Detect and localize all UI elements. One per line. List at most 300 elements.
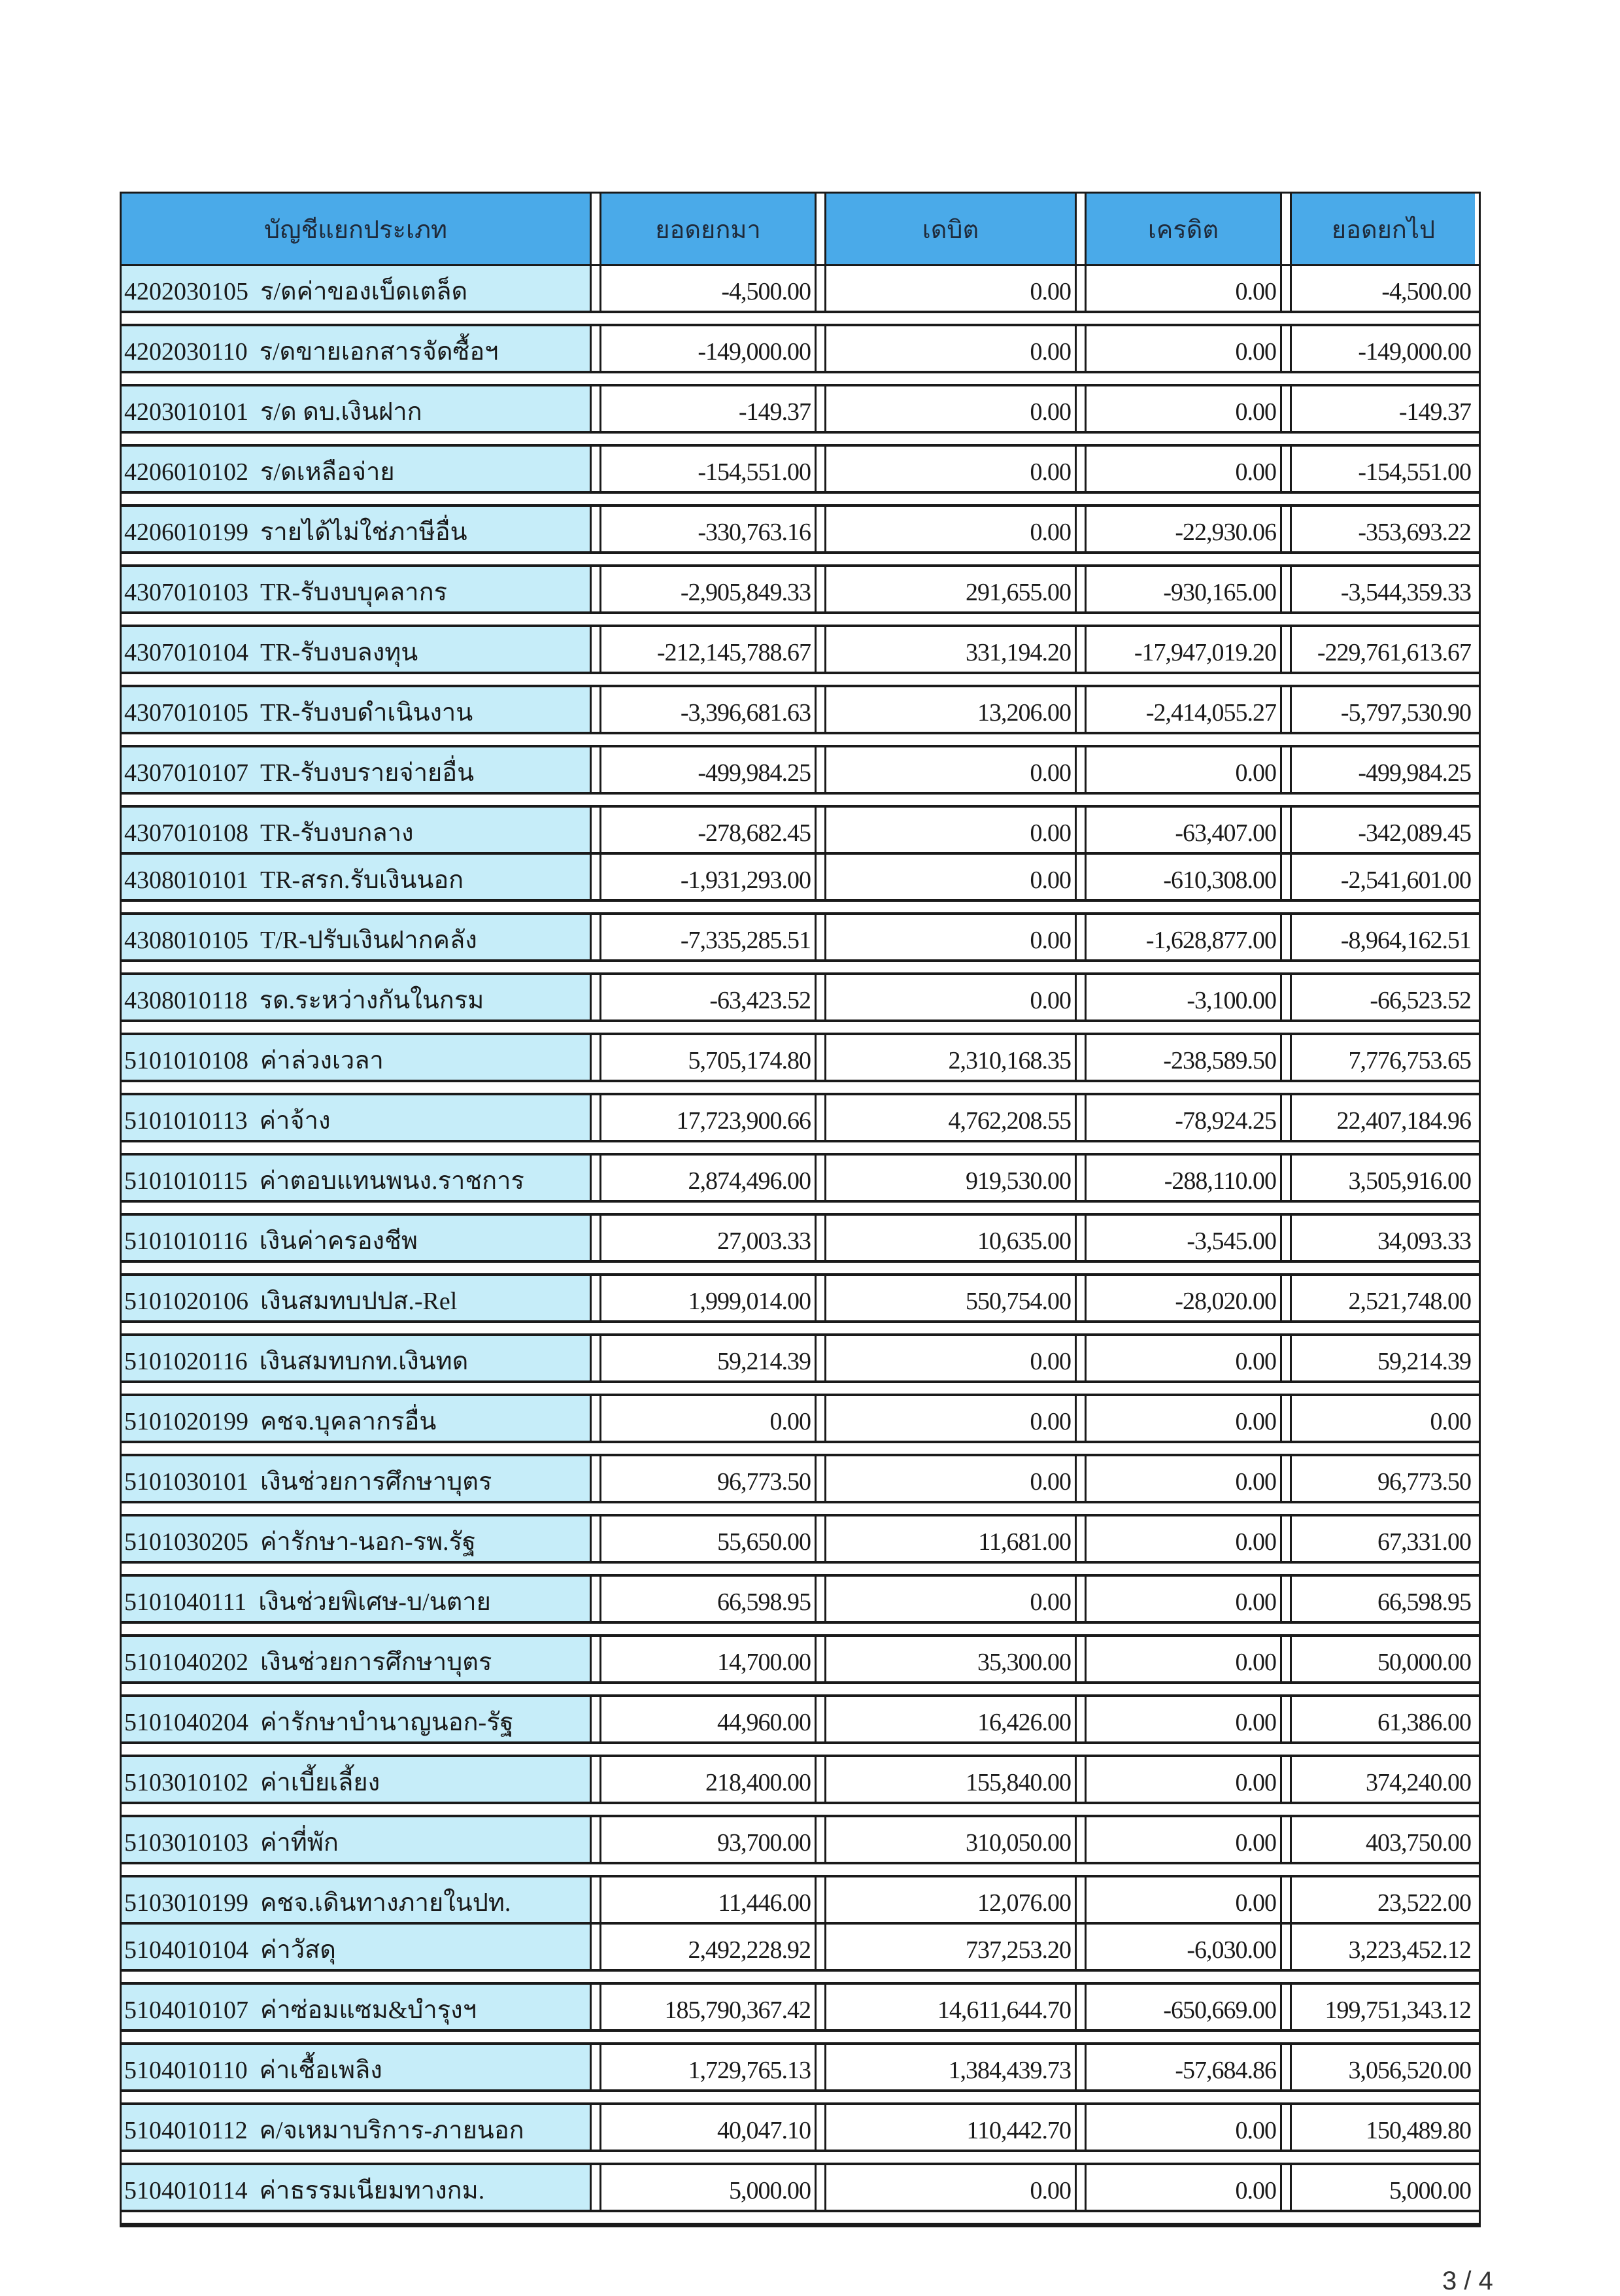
- opening-balance-cell: -3,396,681.63: [601, 687, 815, 732]
- account-code: 5101030101: [124, 1468, 248, 1496]
- account-code: 4307010107: [124, 759, 248, 787]
- column-divider: [815, 1336, 826, 1380]
- account-code: 5101020106: [124, 1288, 248, 1316]
- column-divider: [590, 1276, 601, 1320]
- account-name: ค/จเหมาบริการ-ภายนอก: [259, 2117, 524, 2145]
- table-row-wrapper: [122, 1095, 1479, 1156]
- column-divider: [815, 2045, 826, 2089]
- opening-balance-cell: 55,650.00: [601, 1516, 815, 1561]
- account-code: 4202030110: [124, 338, 248, 366]
- account-cell: [122, 1925, 590, 1969]
- debit-cell: 0.00: [826, 915, 1075, 959]
- credit-cell: 0.00: [1087, 747, 1280, 792]
- column-divider: [1280, 507, 1292, 551]
- column-divider: [590, 2045, 601, 2089]
- credit-cell: -288,110.00: [1087, 1156, 1280, 1200]
- column-divider: [590, 1396, 601, 1441]
- table-row: [122, 1925, 1479, 1972]
- account-cell: [122, 567, 590, 611]
- account-name: ค่าที่พัก: [260, 1829, 339, 1857]
- column-divider: [1280, 1336, 1292, 1380]
- table-row: [122, 386, 1479, 434]
- closing-balance-cell: -5,797,530.90: [1292, 687, 1475, 732]
- debit-cell: 0.00: [826, 266, 1075, 311]
- account-cell: [122, 1095, 590, 1140]
- closing-balance-cell: 96,773.50: [1292, 1456, 1475, 1501]
- opening-balance-cell: -149.37: [601, 386, 815, 431]
- column-divider: [1075, 194, 1087, 264]
- header-account: บัญชีแยกประเภท: [122, 194, 590, 264]
- account-cell: [122, 1877, 590, 1922]
- account-name: ค่าเบี้ยเลี้ยง: [260, 1769, 380, 1797]
- column-divider: [590, 567, 601, 611]
- column-divider: [1075, 386, 1087, 431]
- opening-balance-cell: 2,492,228.92: [601, 1925, 815, 1969]
- column-divider: [815, 507, 826, 551]
- opening-balance-cell: 66,598.95: [601, 1577, 815, 1621]
- column-divider: [815, 1697, 826, 1741]
- debit-cell: 0.00: [826, 1336, 1075, 1380]
- column-divider: [1280, 915, 1292, 959]
- column-divider: [815, 567, 826, 611]
- account-cell: [122, 627, 590, 672]
- column-divider: [815, 1757, 826, 1802]
- debit-cell: 11,681.00: [826, 1516, 1075, 1561]
- table-row-wrapper: [122, 1985, 1479, 2045]
- closing-balance-cell: 403,750.00: [1292, 1817, 1475, 1862]
- account-code: 4308010118: [124, 987, 248, 1015]
- column-divider: [1075, 1276, 1087, 1320]
- closing-balance-cell: -66,523.52: [1292, 975, 1475, 1019]
- opening-balance-cell: 96,773.50: [601, 1456, 815, 1501]
- table-row: [122, 1637, 1479, 1684]
- column-divider: [1075, 1216, 1087, 1260]
- table-row-wrapper: [122, 447, 1479, 507]
- account-name: เงินช่วยการศึกษาบุตร: [260, 1468, 492, 1496]
- column-divider: [815, 1925, 826, 1969]
- column-divider: [590, 855, 601, 899]
- column-divider: [1280, 567, 1292, 611]
- account-code: 5104010107: [124, 1996, 248, 2025]
- column-divider: [1075, 326, 1087, 371]
- credit-cell: -6,030.00: [1087, 1925, 1280, 1969]
- account-name: TR-สรก.รับเงินนอก: [260, 866, 464, 895]
- column-divider: [815, 915, 826, 959]
- closing-balance-cell: -342,089.45: [1292, 808, 1475, 852]
- debit-cell: 919,530.00: [826, 1156, 1075, 1200]
- closing-balance-cell: -8,964,162.51: [1292, 915, 1475, 959]
- account-cell: [122, 1336, 590, 1380]
- column-divider: [815, 447, 826, 491]
- closing-balance-cell: -3,544,359.33: [1292, 567, 1475, 611]
- column-divider: [590, 1516, 601, 1561]
- debit-cell: 291,655.00: [826, 567, 1075, 611]
- page-number: 3 / 4: [1442, 2267, 1493, 2295]
- credit-cell: -1,628,877.00: [1087, 915, 1280, 959]
- table-row-wrapper: [122, 1396, 1479, 1456]
- column-divider: [1280, 1877, 1292, 1922]
- table-row: [122, 2105, 1479, 2152]
- opening-balance-cell: 185,790,367.42: [601, 1985, 815, 2029]
- closing-balance-cell: -4,500.00: [1292, 266, 1475, 311]
- credit-cell: -28,020.00: [1087, 1276, 1280, 1320]
- account-cell: [122, 1035, 590, 1080]
- debit-cell: 0.00: [826, 2165, 1075, 2210]
- column-divider: [1075, 2165, 1087, 2210]
- table-row-wrapper: [122, 266, 1479, 326]
- opening-balance-cell: 0.00: [601, 1396, 815, 1441]
- column-divider: [1075, 1985, 1087, 2029]
- column-divider: [1280, 1276, 1292, 1320]
- table-row-wrapper: [122, 2045, 1479, 2105]
- column-divider: [590, 194, 601, 264]
- account-name: ค่ารักษาบำนาญนอก-รัฐ: [260, 1709, 514, 1737]
- table-row-wrapper: [122, 687, 1479, 747]
- column-divider: [1280, 855, 1292, 899]
- credit-cell: -650,669.00: [1087, 1985, 1280, 2029]
- credit-cell: -63,407.00: [1087, 808, 1280, 852]
- account-cell: [122, 1456, 590, 1501]
- column-divider: [815, 975, 826, 1019]
- table-row: [122, 1877, 1479, 1925]
- table-row-wrapper: [122, 386, 1479, 447]
- account-code: 4308010105: [124, 927, 248, 955]
- account-cell: [122, 1697, 590, 1741]
- closing-balance-cell: -154,551.00: [1292, 447, 1475, 491]
- debit-cell: 110,442.70: [826, 2105, 1075, 2150]
- account-code: 4307010103: [124, 579, 248, 607]
- account-cell: [122, 1577, 590, 1621]
- column-divider: [1280, 447, 1292, 491]
- table-row-wrapper: [122, 747, 1479, 808]
- table-row: [122, 2165, 1479, 2212]
- table-row: [122, 687, 1479, 734]
- column-divider: [1280, 687, 1292, 732]
- debit-cell: 0.00: [826, 447, 1075, 491]
- credit-cell: 0.00: [1087, 1877, 1280, 1922]
- account-cell: [122, 1985, 590, 2029]
- account-code: 5103010103: [124, 1829, 248, 1857]
- table-row: [122, 1336, 1479, 1383]
- account-name: ร/ดเหลือจ่าย: [260, 458, 395, 487]
- debit-cell: 0.00: [826, 855, 1075, 899]
- closing-balance-cell: 3,505,916.00: [1292, 1156, 1475, 1200]
- column-divider: [815, 1456, 826, 1501]
- account-cell: [122, 1637, 590, 1681]
- column-divider: [815, 627, 826, 672]
- account-cell: [122, 855, 590, 899]
- table-row-wrapper: [122, 507, 1479, 567]
- debit-cell: 10,635.00: [826, 1216, 1075, 1260]
- table-row-wrapper: [122, 2165, 1479, 2225]
- account-code: 4307010105: [124, 699, 248, 727]
- account-code: 5104010104: [124, 1936, 248, 1964]
- column-divider: [815, 194, 826, 264]
- column-divider: [1075, 627, 1087, 672]
- account-code: 5101040204: [124, 1709, 248, 1737]
- account-name: ร/ด ดบ.เงินฝาก: [260, 398, 422, 426]
- opening-balance-cell: 5,705,174.80: [601, 1035, 815, 1080]
- column-divider: [590, 1456, 601, 1501]
- opening-balance-cell: 93,700.00: [601, 1817, 815, 1862]
- closing-balance-cell: 5,000.00: [1292, 2165, 1475, 2210]
- account-code: 5104010110: [124, 2057, 248, 2085]
- opening-balance-cell: 44,960.00: [601, 1697, 815, 1741]
- table-row-wrapper: [122, 1697, 1479, 1757]
- table-row-wrapper: [122, 808, 1479, 855]
- credit-cell: -238,589.50: [1087, 1035, 1280, 1080]
- table-row-wrapper: [122, 1035, 1479, 1095]
- column-divider: [590, 1925, 601, 1969]
- column-divider: [1075, 2105, 1087, 2150]
- column-divider: [1280, 2045, 1292, 2089]
- account-cell: [122, 915, 590, 959]
- closing-balance-cell: 150,489.80: [1292, 2105, 1475, 2150]
- column-divider: [1280, 2165, 1292, 2210]
- table-row-wrapper: [122, 1156, 1479, 1216]
- table-row-wrapper: [122, 1817, 1479, 1877]
- table-row-wrapper: [122, 627, 1479, 687]
- debit-cell: 0.00: [826, 747, 1075, 792]
- closing-balance-cell: 2,521,748.00: [1292, 1276, 1475, 1320]
- table-row: [122, 1516, 1479, 1564]
- table-row: [122, 1035, 1479, 1082]
- account-code: 5103010102: [124, 1769, 248, 1797]
- debit-cell: 4,762,208.55: [826, 1095, 1075, 1140]
- debit-cell: 0.00: [826, 1396, 1075, 1441]
- table-row: [122, 808, 1479, 855]
- table-row: [122, 1156, 1479, 1203]
- credit-cell: 0.00: [1087, 1456, 1280, 1501]
- column-divider: [1280, 386, 1292, 431]
- account-name: T/R-ปรับเงินฝากคลัง: [260, 927, 477, 955]
- closing-balance-cell: -149,000.00: [1292, 326, 1475, 371]
- column-divider: [590, 1637, 601, 1681]
- column-divider: [590, 1877, 601, 1922]
- column-divider: [1280, 1156, 1292, 1200]
- credit-cell: 0.00: [1087, 1697, 1280, 1741]
- account-code: 4203010101: [124, 398, 248, 426]
- table-row: [122, 1697, 1479, 1744]
- debit-cell: 0.00: [826, 326, 1075, 371]
- column-divider: [590, 808, 601, 852]
- account-name: ค่าล่วงเวลา: [260, 1047, 384, 1075]
- table-row: [122, 747, 1479, 795]
- column-divider: [1280, 1095, 1292, 1140]
- account-cell: [122, 1516, 590, 1561]
- column-divider: [590, 1336, 601, 1380]
- opening-balance-cell: -278,682.45: [601, 808, 815, 852]
- column-divider: [815, 1095, 826, 1140]
- debit-cell: 0.00: [826, 808, 1075, 852]
- closing-balance-cell: -149.37: [1292, 386, 1475, 431]
- table-row-wrapper: [122, 1877, 1479, 1925]
- opening-balance-cell: 1,729,765.13: [601, 2045, 815, 2089]
- credit-cell: -3,545.00: [1087, 1216, 1280, 1260]
- opening-balance-cell: -2,905,849.33: [601, 567, 815, 611]
- table-row: [122, 1817, 1479, 1864]
- debit-cell: 0.00: [826, 1456, 1075, 1501]
- account-code: 5101020116: [124, 1348, 248, 1376]
- column-divider: [1075, 747, 1087, 792]
- account-name: รด.ระหว่างกันในกรม: [259, 987, 484, 1015]
- column-divider: [590, 1757, 601, 1802]
- opening-balance-cell: 218,400.00: [601, 1757, 815, 1802]
- column-divider: [1075, 1035, 1087, 1080]
- account-code: 5104010114: [124, 2177, 248, 2205]
- column-divider: [1075, 2045, 1087, 2089]
- closing-balance-cell: 374,240.00: [1292, 1757, 1475, 1802]
- column-divider: [1075, 1877, 1087, 1922]
- column-divider: [815, 1396, 826, 1441]
- credit-cell: 0.00: [1087, 2165, 1280, 2210]
- opening-balance-cell: -149,000.00: [601, 326, 815, 371]
- column-divider: [590, 1216, 601, 1260]
- column-divider: [1075, 447, 1087, 491]
- opening-balance-cell: 2,874,496.00: [601, 1156, 815, 1200]
- column-divider: [590, 1577, 601, 1621]
- column-divider: [1280, 627, 1292, 672]
- account-code: 5101010116: [124, 1227, 248, 1256]
- account-code: 4307010104: [124, 639, 248, 667]
- credit-cell: -930,165.00: [1087, 567, 1280, 611]
- column-divider: [1075, 1456, 1087, 1501]
- debit-cell: 12,076.00: [826, 1877, 1075, 1922]
- account-cell: [122, 2165, 590, 2210]
- opening-balance-cell: 17,723,900.66: [601, 1095, 815, 1140]
- column-divider: [1280, 326, 1292, 371]
- table-row-wrapper: [122, 1925, 1479, 1985]
- column-divider: [1075, 507, 1087, 551]
- header-credit: เครดิต: [1087, 194, 1280, 264]
- column-divider: [590, 1985, 601, 2029]
- account-code: 5101010115: [124, 1167, 248, 1195]
- column-divider: [815, 1516, 826, 1561]
- column-divider: [590, 1156, 601, 1200]
- table-row-wrapper: [122, 1757, 1479, 1817]
- debit-cell: 16,426.00: [826, 1697, 1075, 1741]
- column-divider: [1075, 266, 1087, 311]
- column-divider: [590, 627, 601, 672]
- column-divider: [1280, 1035, 1292, 1080]
- header-closing-balance: ยอดยกไป: [1292, 194, 1475, 264]
- account-name: TR-รับงบบุคลากร: [260, 579, 448, 607]
- table-row: [122, 1216, 1479, 1263]
- credit-cell: -610,308.00: [1087, 855, 1280, 899]
- debit-cell: 2,310,168.35: [826, 1035, 1075, 1080]
- column-divider: [1280, 808, 1292, 852]
- table-header-row: [122, 194, 1479, 266]
- closing-balance-cell: 34,093.33: [1292, 1216, 1475, 1260]
- column-divider: [815, 808, 826, 852]
- column-divider: [590, 447, 601, 491]
- column-divider: [815, 2105, 826, 2150]
- column-divider: [815, 1637, 826, 1681]
- table-row-wrapper: [122, 1276, 1479, 1336]
- credit-cell: 0.00: [1087, 1637, 1280, 1681]
- opening-balance-cell: 27,003.33: [601, 1216, 815, 1260]
- opening-balance-cell: 5,000.00: [601, 2165, 815, 2210]
- column-divider: [1075, 1156, 1087, 1200]
- column-divider: [1280, 1985, 1292, 2029]
- opening-balance-cell: 40,047.10: [601, 2105, 815, 2150]
- opening-balance-cell: -154,551.00: [601, 447, 815, 491]
- opening-balance-cell: -330,763.16: [601, 507, 815, 551]
- column-divider: [1075, 808, 1087, 852]
- closing-balance-cell: 3,056,520.00: [1292, 2045, 1475, 2089]
- opening-balance-cell: -4,500.00: [601, 266, 815, 311]
- opening-balance-cell: -499,984.25: [601, 747, 815, 792]
- column-divider: [1075, 1817, 1087, 1862]
- debit-cell: 331,194.20: [826, 627, 1075, 672]
- column-divider: [1075, 1396, 1087, 1441]
- table-row-wrapper: [122, 1516, 1479, 1577]
- debit-cell: 35,300.00: [826, 1637, 1075, 1681]
- column-divider: [1280, 1216, 1292, 1260]
- account-name: ค่าเชื้อเพลิง: [259, 2057, 382, 2085]
- account-name: คชจ.บุคลากรอื่น: [260, 1408, 437, 1436]
- column-divider: [1280, 1925, 1292, 1969]
- table-row: [122, 507, 1479, 554]
- account-name: ค่าธรรมเนียมทางกม.: [259, 2177, 485, 2205]
- credit-cell: 0.00: [1087, 1336, 1280, 1380]
- account-cell: [122, 266, 590, 311]
- column-divider: [1280, 2105, 1292, 2150]
- credit-cell: 0.00: [1087, 2105, 1280, 2150]
- account-name: เงินสมทบปปส.-Rel: [260, 1288, 458, 1316]
- opening-balance-cell: -7,335,285.51: [601, 915, 815, 959]
- table-row-wrapper: [122, 1456, 1479, 1516]
- account-code: 5101010113: [124, 1107, 248, 1135]
- account-name: เงินค่าครองชีพ: [259, 1227, 418, 1256]
- opening-balance-cell: 11,446.00: [601, 1877, 815, 1922]
- table-row: [122, 627, 1479, 674]
- column-divider: [590, 747, 601, 792]
- account-name: ค่าซ่อมแซม&บำรุงฯ: [260, 1996, 477, 2025]
- table-row: [122, 1276, 1479, 1323]
- closing-balance-cell: 50,000.00: [1292, 1637, 1475, 1681]
- column-divider: [1280, 1516, 1292, 1561]
- account-name: เงินสมทบกท.เงินทด: [259, 1348, 469, 1376]
- header-debit: เดบิต: [826, 194, 1075, 264]
- column-divider: [815, 266, 826, 311]
- account-name: รายได้ไม่ใช่ภาษีอื่น: [260, 519, 467, 547]
- table-row: [122, 855, 1479, 902]
- column-divider: [815, 326, 826, 371]
- credit-cell: 0.00: [1087, 1577, 1280, 1621]
- debit-cell: 13,206.00: [826, 687, 1075, 732]
- table-row: [122, 975, 1479, 1022]
- account-name: คชจ.เดินทางภายในปท.: [260, 1889, 511, 1917]
- credit-cell: 0.00: [1087, 447, 1280, 491]
- column-divider: [590, 1817, 601, 1862]
- debit-cell: 1,384,439.73: [826, 2045, 1075, 2089]
- column-divider: [815, 1877, 826, 1922]
- closing-balance-cell: 22,407,184.96: [1292, 1095, 1475, 1140]
- account-name: TR-รับงบกลาง: [260, 819, 414, 848]
- column-divider: [1075, 975, 1087, 1019]
- closing-balance-cell: 67,331.00: [1292, 1516, 1475, 1561]
- account-cell: [122, 1156, 590, 1200]
- column-divider: [590, 1697, 601, 1741]
- account-name: เงินช่วยการศึกษาบุตร: [260, 1649, 492, 1677]
- column-divider: [1280, 1456, 1292, 1501]
- table-row-wrapper: [122, 2105, 1479, 2165]
- column-divider: [590, 975, 601, 1019]
- column-divider: [1280, 1396, 1292, 1441]
- debit-cell: 14,611,644.70: [826, 1985, 1075, 2029]
- debit-cell: 0.00: [826, 1577, 1075, 1621]
